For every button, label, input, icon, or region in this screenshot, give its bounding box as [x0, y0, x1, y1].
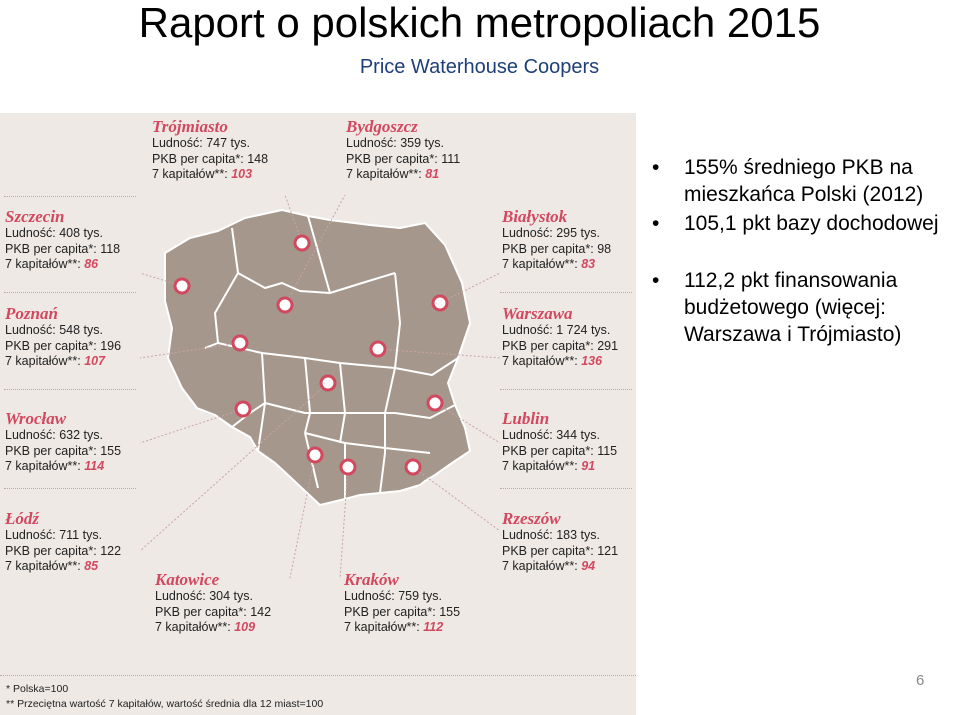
divider: [500, 292, 632, 293]
city-capitals-value: 112: [423, 620, 444, 634]
city-card-bydgoszcz: [346, 117, 460, 183]
city-name: Kraków: [344, 570, 399, 589]
divider: [500, 488, 632, 489]
city-capitals-value: 81: [425, 167, 440, 181]
marker-krakow: [341, 460, 355, 474]
city-gdp: PKB per capita*: 122: [5, 543, 122, 558]
city-population: Ludność: 359 tys.: [346, 136, 444, 150]
city-gdp: PKB per capita*: 121: [502, 543, 619, 558]
city-capitals-label: 7 kapitałów**:: [344, 620, 420, 634]
city-card-katowice: [155, 570, 271, 636]
city-name: Szczecin: [5, 207, 65, 226]
city-capitals-label: 7 kapitałów**:: [5, 354, 81, 368]
bullet-list: [648, 154, 959, 348]
city-population: Ludność: 295 tys.: [502, 226, 600, 240]
city-gdp: PKB per capita*: 148: [152, 151, 269, 166]
city-capitals-value: 85: [84, 559, 99, 573]
city-name: Poznań: [5, 304, 58, 323]
city-population: Ludność: 1 724 tys.: [502, 323, 611, 337]
city-name: Rzeszów: [502, 509, 561, 528]
city-name: Katowice: [155, 570, 220, 589]
city-card-warszawa: [502, 304, 618, 370]
city-name: Wrocław: [5, 409, 67, 428]
divider: [4, 488, 136, 489]
city-name: Bydgoszcz: [346, 117, 418, 136]
city-capitals-label: 7 kapitałów**:: [502, 257, 578, 271]
city-population: Ludność: 183 tys.: [502, 528, 600, 542]
divider: [0, 675, 636, 676]
city-capitals-value: 136: [581, 354, 603, 368]
city-capitals-label: 7 kapitałów**:: [502, 459, 578, 473]
city-capitals-value: 86: [84, 257, 99, 271]
city-capitals-value: 103: [231, 167, 253, 181]
city-population: Ludność: 747 tys.: [152, 136, 250, 150]
metropolis-infographic: [0, 113, 636, 715]
city-card-poznan: [5, 304, 121, 370]
bullet-item: • 155% średniego PKB na mieszkańca Polski (2012): [648, 154, 959, 208]
city-capitals-label: 7 kapitałów**:: [346, 167, 422, 181]
city-card-krakow: [344, 570, 460, 636]
marker-szczecin: [175, 279, 189, 293]
slide-subtitle: Price Waterhouse Coopers: [359, 56, 600, 78]
city-population: Ludność: 304 tys.: [155, 589, 253, 603]
city-capitals-label: 7 kapitałów**:: [502, 559, 578, 573]
city-name: Lublin: [502, 409, 550, 428]
city-capitals-value: 91: [581, 459, 596, 473]
marker-poznan: [233, 336, 247, 350]
city-card-wroclaw: [5, 409, 121, 475]
city-gdp: PKB per capita*: 155: [5, 443, 122, 458]
bullet-item: • 105,1 pkt bazy dochodowej: [648, 210, 959, 237]
city-card-lodz: [5, 509, 121, 575]
city-gdp: PKB per capita*: 155: [344, 604, 461, 619]
city-card-szczecin: [5, 207, 120, 273]
marker-lodz: [321, 376, 335, 390]
city-gdp: PKB per capita*: 142: [155, 604, 272, 619]
city-capitals-value: 107: [84, 354, 106, 368]
divider: [500, 389, 632, 390]
marker-wroclaw: [236, 402, 250, 416]
city-gdp: PKB per capita*: 98: [502, 241, 612, 256]
slide-title: Raport o polskich metropoliach 2015: [138, 0, 821, 46]
marker-bialystok: [433, 296, 447, 310]
city-card-lublin: [502, 409, 617, 475]
marker-katowice: [308, 448, 322, 462]
city-capitals-label: 7 kapitałów**:: [5, 459, 81, 473]
city-capitals-value: 109: [234, 620, 256, 634]
city-card-trojmiasto: [152, 117, 268, 183]
city-name: Białystok: [502, 207, 568, 226]
city-capitals-label: 7 kapitałów**:: [155, 620, 231, 634]
footnote-kapitaly: ** Przeciętna wartość 7 kapitałów, wartość średnia dla 12 miast=100: [6, 698, 324, 710]
marker-bydgoszcz: [278, 298, 292, 312]
city-population: Ludność: 711 tys.: [5, 528, 103, 542]
city-name: Trójmiasto: [152, 117, 228, 136]
city-population: Ludność: 408 tys.: [5, 226, 103, 240]
city-gdp: PKB per capita*: 111: [346, 151, 461, 166]
city-name: Łódź: [5, 509, 39, 528]
marker-rzeszow: [406, 460, 420, 474]
city-capitals-label: 7 kapitałów**:: [152, 167, 228, 181]
city-gdp: PKB per capita*: 291: [502, 338, 619, 353]
city-gdp: PKB per capita*: 118: [5, 241, 121, 256]
city-capitals-label: 7 kapitałów**:: [502, 354, 578, 368]
city-capitals-label: 7 kapitałów**:: [5, 257, 81, 271]
city-capitals-value: 83: [581, 257, 596, 271]
footnote-polska: * Polska=100: [6, 683, 69, 695]
bullet-item: • 112,2 pkt finansowania budżetowego (więcej: Warszawa i Trójmiasto): [648, 267, 959, 348]
divider: [4, 196, 136, 197]
divider: [4, 292, 136, 293]
city-gdp: PKB per capita*: 115: [502, 443, 618, 458]
marker-lublin: [428, 396, 442, 410]
city-name: Warszawa: [502, 304, 573, 323]
city-capitals-label: 7 kapitałów**:: [5, 559, 81, 573]
city-population: Ludność: 344 tys.: [502, 428, 600, 442]
city-card-bialystok: [502, 207, 611, 273]
marker-trojmiasto: [295, 236, 309, 250]
divider: [4, 389, 136, 390]
city-capitals-value: 94: [581, 559, 596, 573]
city-population: Ludność: 632 tys.: [5, 428, 103, 442]
city-gdp: PKB per capita*: 196: [5, 338, 122, 353]
city-population: Ludność: 548 tys.: [5, 323, 103, 337]
city-capitals-value: 114: [84, 459, 105, 473]
city-population: Ludność: 759 tys.: [344, 589, 442, 603]
marker-warszawa: [371, 342, 385, 356]
page-number: 6: [916, 672, 925, 689]
city-card-rzeszow: [502, 509, 618, 575]
